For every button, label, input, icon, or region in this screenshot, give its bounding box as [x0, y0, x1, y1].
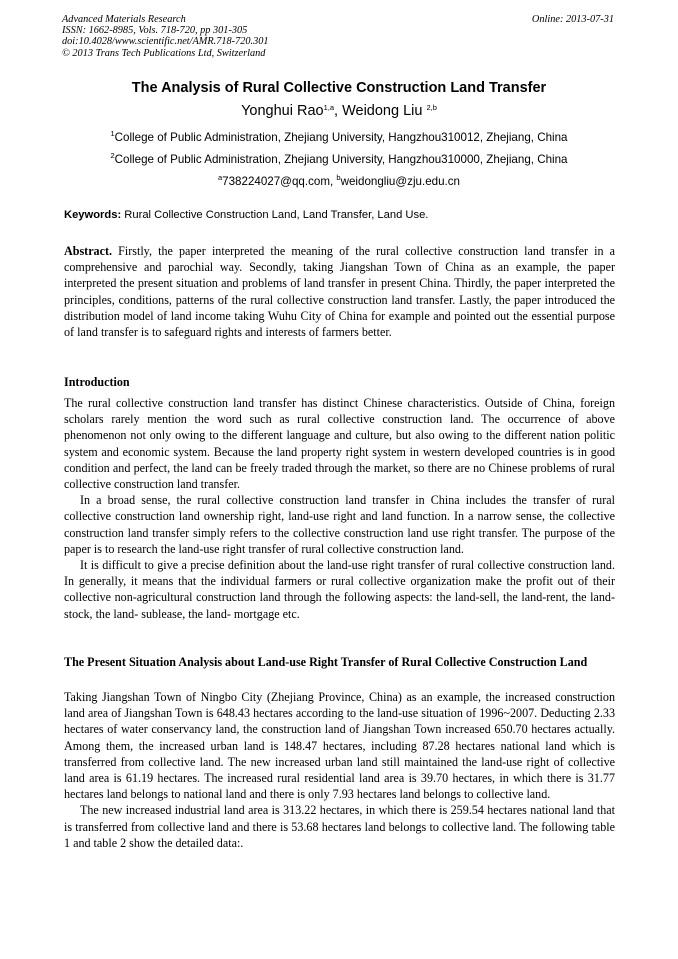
introduction-body: [64, 395, 615, 622]
affiliation-1-mark: 1: [110, 129, 115, 138]
online-date: Online: 2013-07-31: [531, 14, 614, 25]
journal-copyright: © 2013 Trans Tech Publications Ltd, Switzerland: [62, 47, 266, 59]
author-emails: [0, 175, 678, 188]
intro-paragraph-2: In a broad sense, the rural collective construction land transfer in China includes the transfer of rural collective construction land ownership right, land-use right and land function. In a narrow sense, the collective construction land transfer simply refers to the collective construction land use right transfer. The purpose of the paper is to research the land-use right transfer of rural collective construction land.: [64, 493, 615, 556]
journal-issn: ISSN: 1662-8985, Vols. 718-720, pp 301-305: [62, 25, 248, 37]
author-2: Weidong Liu: [342, 103, 423, 119]
present-situation-heading: The Present Situation Analysis about Land-use Right Transfer of Rural Collective Construction Land: [64, 655, 588, 669]
email-a-mark: a: [217, 173, 223, 182]
author-1-affil-mark: 1,a: [323, 103, 335, 112]
author-1: Yonghui Rao: [241, 103, 324, 119]
author-separator: ,: [334, 103, 343, 119]
journal-name: Advanced Materials Research: [62, 14, 186, 25]
keywords-label: Keywords:: [64, 209, 122, 221]
keywords-text: Rural Collective Construction Land, Land Transfer, Land Use.: [121, 209, 429, 221]
present-situation-body: [64, 689, 615, 851]
email-a: 738224027@qq.com,: [222, 175, 337, 188]
abstract: [64, 243, 615, 340]
affiliation-2-text: College of Public Administration, Zhejiang University, Hangzhou310000, Zhejiang, China: [114, 153, 568, 166]
email-b-mark: b: [336, 173, 341, 182]
affiliation-1-text: College of Public Administration, Zhejiang University, Hangzhou310012, Zhejiang, China: [114, 131, 568, 144]
author-2-affil-mark: 2,b: [426, 103, 437, 112]
paper-title: The Analysis of Rural Collective Construction Land Transfer: [131, 80, 547, 96]
affiliation-2-mark: 2: [110, 151, 115, 160]
journal-doi: doi:10.4028/www.scientific.net/AMR.718-720.301: [62, 36, 269, 48]
author-line: [0, 103, 678, 119]
present-paragraph-1: Taking Jiangshan Town of Ningbo City (Zhejiang Province, China) as an example, the increased construction land area of Jiangshan Town is 648.43 hectares according to the land-use situation of 1996~2007. Deducting 2.33 hectares of water conservancy land, the construction land of Jiangshan Town increased 650.70 hectares actually. Among them, the increased urban land is 148.47 hectares, including 87.28 hectares national land which is transferred from collective land. The new increased urban land still maintained the land-use right of collective land area is 61.19 hectares. The increased rural residential land area is 39.70 hectares, in which there is 31.77 hectares land belongs to national land and there is only 7.93 hectares land belongs to collective land.: [64, 690, 615, 802]
abstract-label: Abstract.: [64, 244, 113, 258]
abstract-text: Firstly, the paper interpreted the meaning of the rural collective construction land transfer in a comprehensive and parochial way. Secondly, taking Jiangshan Town of China as an example, the paper interpreted the present situation and problems of land transfer in present China. Thirdly, the paper interpreted the principles, conditions, patterns of the rural collective construction land transfer. Lastly, the paper introduced the distribution model of land income taking Wuhu City of China for example and pointed out the essential purpose of land transfer is to safeguard rights and interests of farmers better.: [64, 244, 615, 340]
affiliation-2: [0, 153, 678, 166]
intro-paragraph-3: It is difficult to give a precise definition about the land-use right transfer of rural collective construction land. In generally, it means that the individual farmers or rural collective organization make the profit out of their collective non-agricultural construction land through the following aspects: the land-sell, the land-rent, the land- stock, the land- sublease, the land- mortgage etc.: [64, 558, 615, 621]
present-paragraph-2: The new increased industrial land area is 313.22 hectares, in which there is 259.54 hectares national land that is transferred from collective land and there is 53.68 hectares land belongs to collective land. The following table 1 and table 2 show the detailed data:.: [64, 803, 615, 850]
intro-paragraph-1: The rural collective construction land transfer has distinct Chinese characteristics. Outside of China, foreign scholars rarely mention the word such as rural collective construction land. The occurrence of above phenomenon not only owing to the different language and culture, but also owing to the different nation politic system and economic system. Because the land property right system in western developed countries is in good condition and perfect, the land can be freely traded through the market, so there are no Chinese problems of rural collective construction land transfer.: [64, 396, 615, 492]
journal-header: [62, 14, 614, 59]
email-b: weidongliu@zju.edu.cn: [340, 175, 461, 188]
affiliation-1: [0, 131, 678, 144]
introduction-heading: Introduction: [64, 375, 130, 389]
keywords: [64, 209, 616, 221]
